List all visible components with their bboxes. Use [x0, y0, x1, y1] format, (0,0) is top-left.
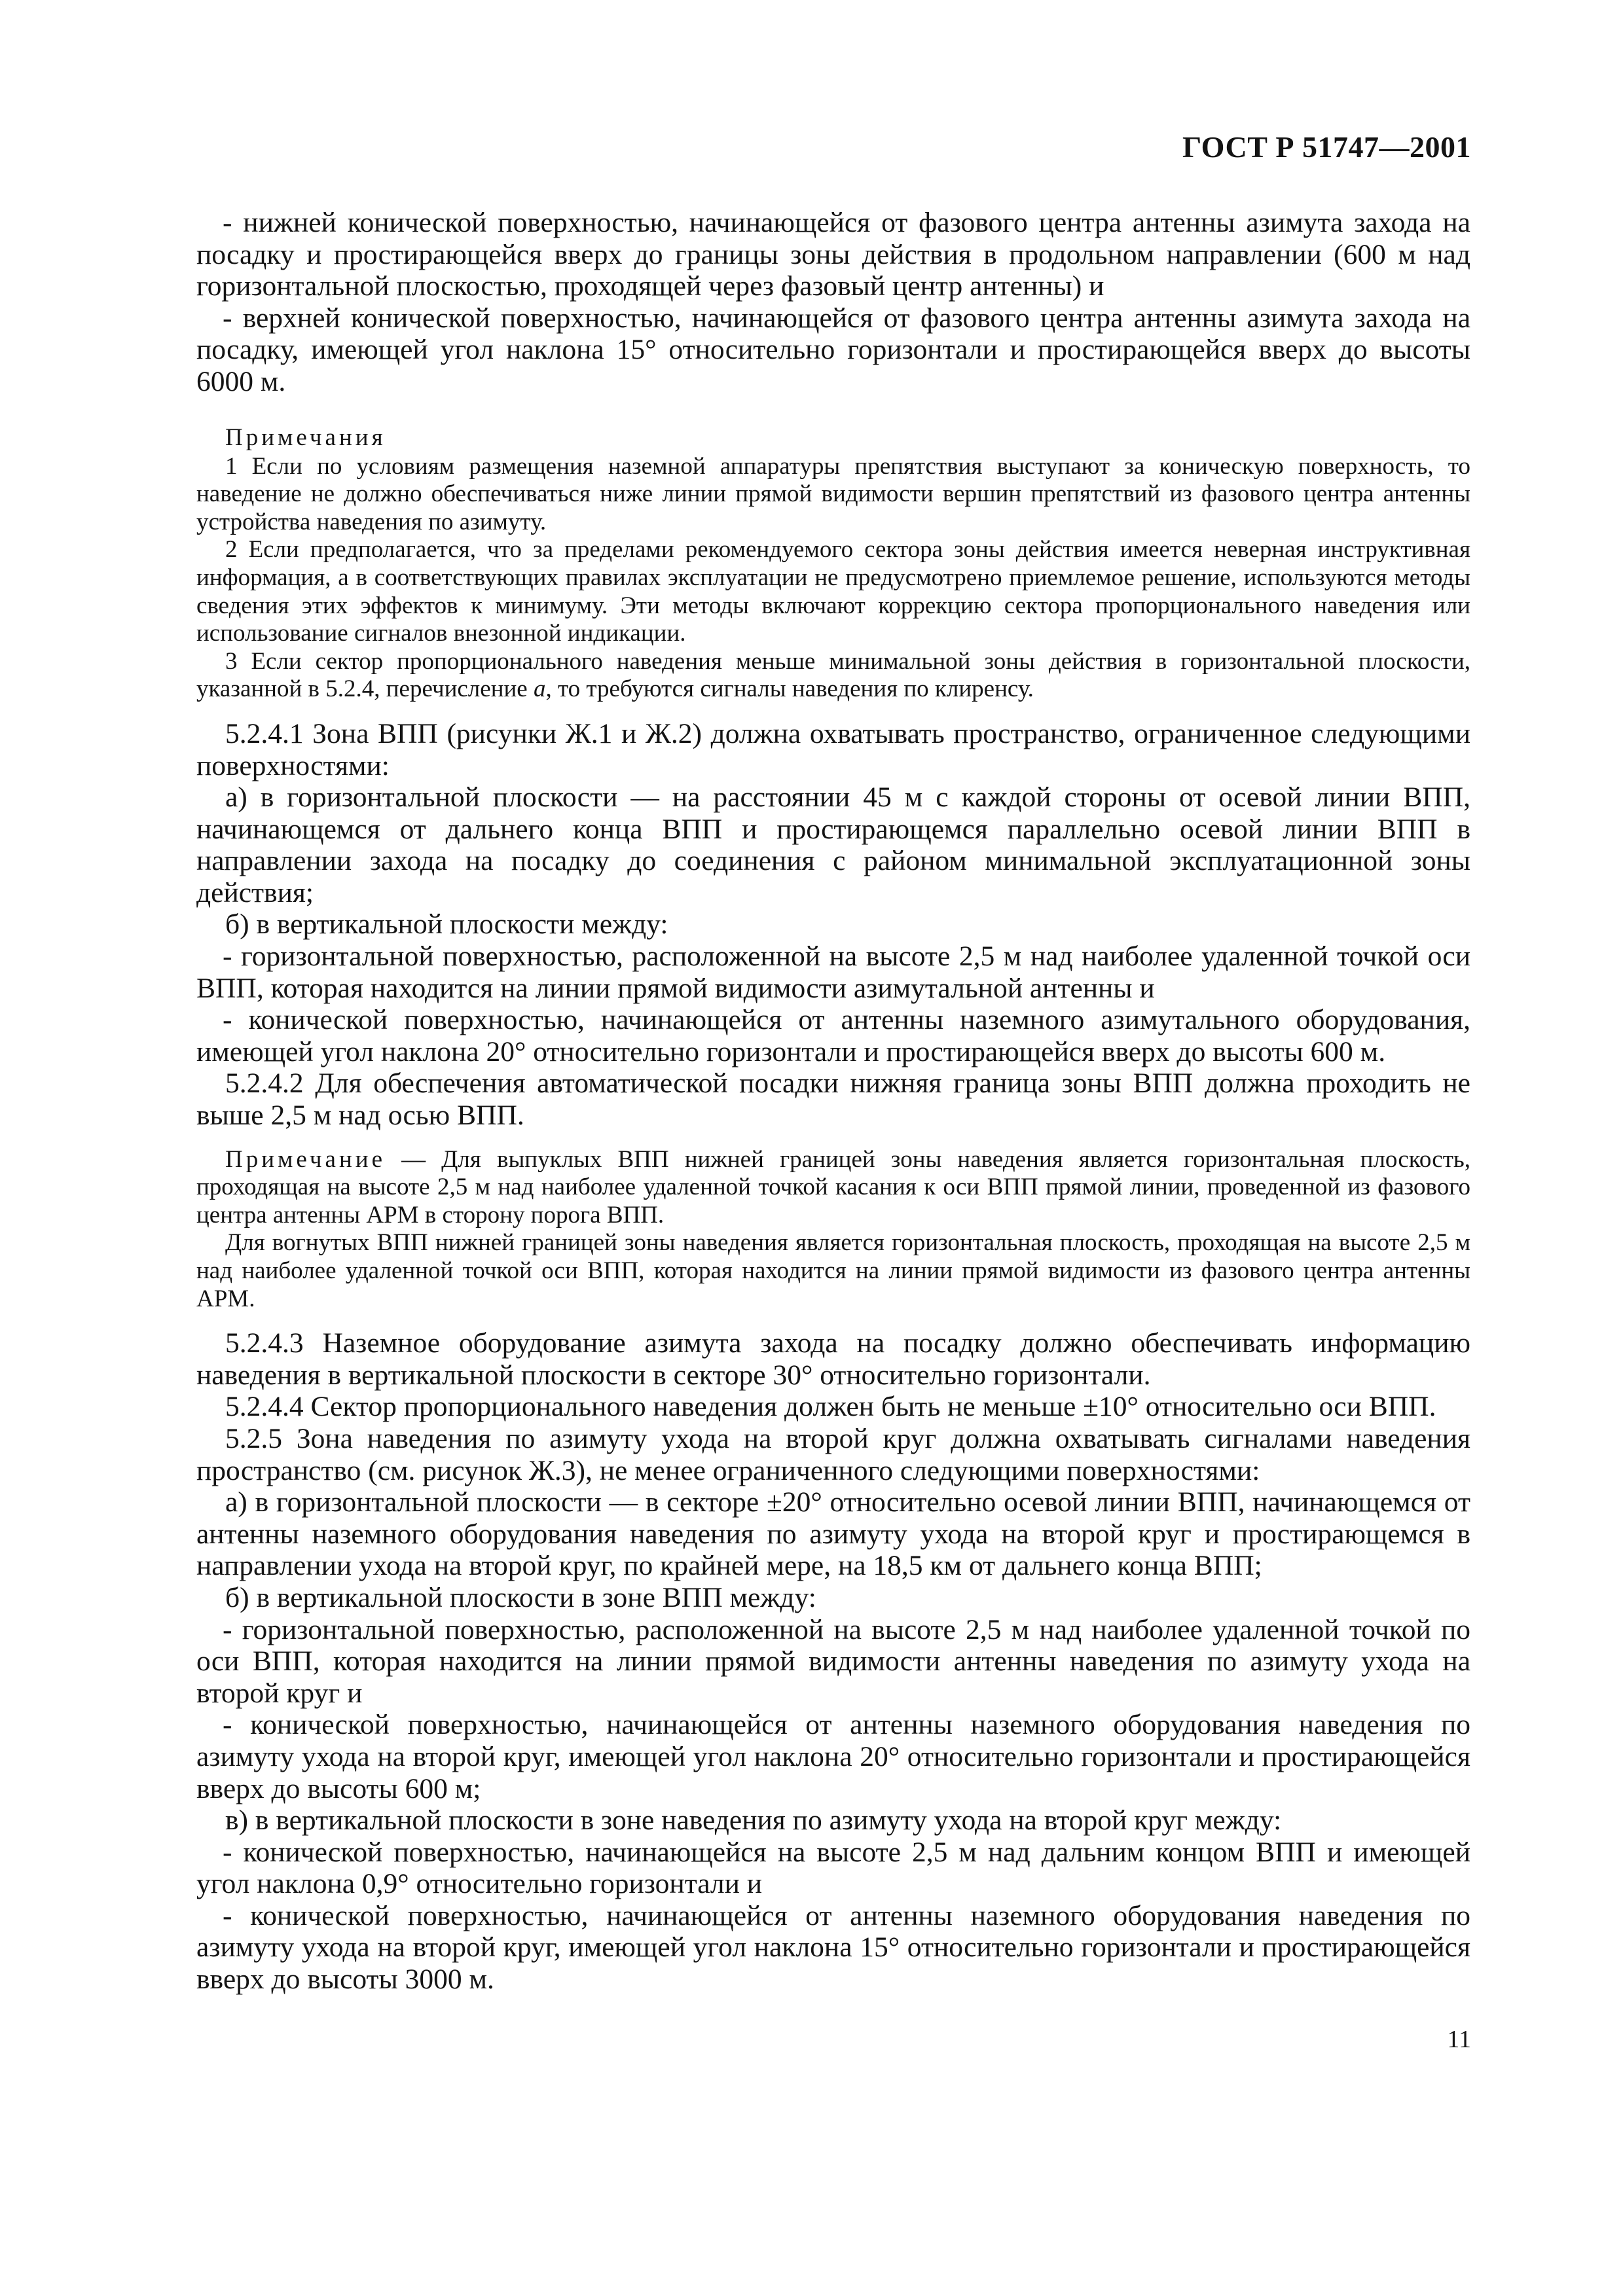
note-3-text-b: , то требуются сигналы наведения по клиренсу.	[545, 675, 1034, 703]
note-2: 2 Если предполагается, что за пределами рекомендуемого сектора зоны действия имеется неверная инструктивная информация, а в соответствующих правилах эксплуатации не предусмотрено приемлемое решение, используются методы сведения этих эффектов к минимуму. Эти методы включают коррекцию сектора пропорционального наведения или использование сигналов внезонной индикации.	[196, 536, 1470, 647]
clause-5-2-5-c-item-1: - конической поверхностью, начинающейся на высоте 2,5 м над дальним концом ВПП и имеющей угол наклона 0,9° относительно горизонтали и	[196, 1836, 1470, 1900]
clause-5-2-4-1-b-item-2: - конической поверхностью, начинающейся от антенны наземного азимутального оборудования, имеющей угол наклона 20° относительно горизонтали и простирающейся вверх до высоты 600 м.	[196, 1004, 1470, 1067]
clause-5-2-5-b-item-2: - конической поверхностью, начинающейся от антенны наземного оборудования наведения по азимуту ухода на второй круг, имеющей угол наклона 20° относительно горизонтали и простирающейся вверх до высоты 600 м;	[196, 1709, 1470, 1804]
clause-5-2-5-c-item-2: - конической поверхностью, начинающейся от антенны наземного оборудования наведения по азимуту ухода на второй круг, имеющей угол наклона 15° относительно горизонтали и простирающейся вверх до высоты 3000 м.	[196, 1899, 1470, 1996]
page-number: 11	[1447, 2026, 1471, 2053]
note-3-text-a: 3 Если сектор пропорционального наведения меньше минимальной зоны действия в горизонтальной плоскости, указанной в 5.2.4, перечисление	[196, 647, 1470, 703]
clause-5-2-4-2: 5.2.4.2 Для обеспечения автоматической посадки нижняя граница зоны ВПП должна проходить не выше 2,5 м над осью ВПП.	[196, 1067, 1470, 1132]
clause-5-2-4-4: 5.2.4.4 Сектор пропорционального наведения должен быть не меньше ±10° относительно оси ВПП.	[225, 1391, 1436, 1423]
note-3-italic: а	[533, 675, 546, 703]
paragraph-upper-conical-surface: - верхней конической поверхностью, начинающейся от фазового центра антенны азимута захода на посадку, имеющей угол наклона 15° относительно горизонтали и простирающейся вверх до высоты 6000 м.	[196, 302, 1470, 397]
clause-5-2-4-1-b: б) в вертикальной плоскости между:	[225, 908, 668, 941]
note-runway-convex-text: — Для выпуклых ВПП нижней границей зоны наведения является горизонтальная плоскость, проходящая на высоте 2,5 м над наиболее удаленной точкой касания к оси ВПП прямой линии, проведенной из фазового центра антенны АРМ в сторону порога ВПП.	[196, 1145, 1470, 1229]
document-body	[196, 207, 1470, 1996]
notes-heading: Примечания	[225, 423, 386, 451]
note-label: Примечание	[225, 1145, 386, 1173]
clause-5-2-5-a: а) в горизонтальной плоскости — в секторе ±20° относительно осевой линии ВПП, начинающемся от антенны наземного оборудования наведения по азимуту ухода на второй круг и простирающемся в направлении ухода на второй круг, по крайней мере, на 18,5 км от дальнего конца ВПП;	[196, 1486, 1470, 1582]
clause-5-2-5-b-item-1: - горизонтальной поверхностью, расположенной на высоте 2,5 м над наиболее удаленной точкой по оси ВПП, которая находится на линии прямой видимости антенны наведения по азимуту ухода на второй круг и	[196, 1613, 1470, 1709]
clause-5-2-4-1-b-item-1: - горизонтальной поверхностью, расположенной на высоте 2,5 м над наиболее удаленной точкой оси ВПП, которая находится на линии прямой видимости азимутальной антенны и	[196, 941, 1470, 1004]
clause-5-2-4-1-a: а) в горизонтальной плоскости — на расстоянии 45 м с каждой стороны от осевой линии ВПП, начинающемся от дальнего конца ВПП и простирающемся параллельно осевой линии ВПП в направлении захода на посадку до соединения с районом минимальной эксплуатационной зоны действия;	[196, 781, 1470, 908]
note-runway-convex	[196, 1146, 1470, 1230]
clause-5-2-5-c: в) в вертикальной плоскости в зоне наведения по азимуту ухода на второй круг между:	[225, 1804, 1282, 1837]
clause-5-2-5-b: б) в вертикальной плоскости в зоне ВПП между:	[225, 1581, 816, 1613]
note-1: 1 Если по условиям размещения наземной аппаратуры препятствия выступают за коническую поверхность, то наведение не должно обеспечиваться ниже линии прямой видимости вершин препятствий из фазового центра антенны устройства наведения по азимуту.	[196, 452, 1470, 535]
note-runway-concave: Для вогнутых ВПП нижней границей зоны наведения является горизонтальная плоскость, проходящая на высоте 2,5 м над наиболее удаленной точкой оси ВПП, которая находится на линии прямой видимости из фазового центра антенны АРМ.	[196, 1229, 1470, 1312]
clause-5-2-4-1: 5.2.4.1 Зона ВПП (рисунки Ж.1 и Ж.2) должна охватывать пространство, ограниченное следующими поверхностями:	[196, 717, 1470, 781]
document-header: ГОСТ Р 51747—2001	[1182, 130, 1471, 164]
paragraph-lower-conical-surface: - нижней конической поверхностью, начинающейся от фазового центра антенны азимута захода на посадку и простирающейся вверх до границы зоны действия в продольном направлении (600 м над горизонтальной плоскостью, проходящей через фазовый центр антенны) и	[196, 207, 1470, 302]
clause-5-2-5: 5.2.5 Зона наведения по азимуту ухода на второй круг должна охватывать сигналами наведения пространство (см. рисунок Ж.3), не менее ограниченного следующими поверхностями:	[196, 1422, 1470, 1486]
note-3	[196, 648, 1470, 704]
clause-5-2-4-3: 5.2.4.3 Наземное оборудование азимута захода на посадку должно обеспечивать информацию наведения в вертикальной плоскости в секторе 30° относительно горизонтали.	[196, 1327, 1470, 1391]
